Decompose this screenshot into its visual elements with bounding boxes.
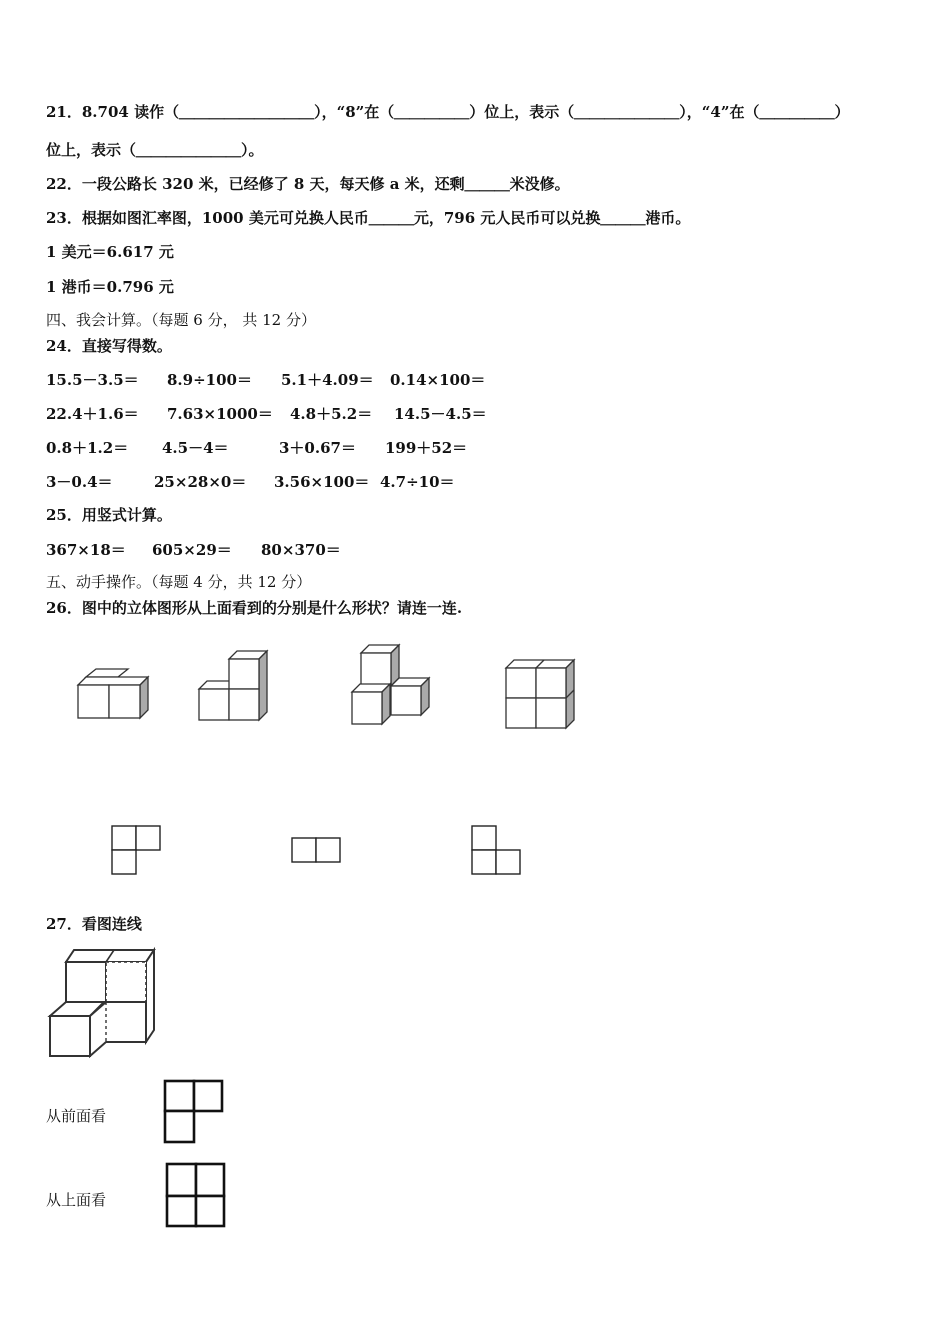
q24-item: 4.7÷10＝ (380, 473, 455, 491)
front-view-label: 从前面看 (46, 1107, 107, 1125)
q24-item: 25×28×0＝ (154, 473, 247, 491)
solid-figure-1 (74, 665, 154, 723)
q24-item: 3－0.4＝ (46, 473, 113, 491)
solid-figure-3 (347, 642, 437, 728)
q25-title: 25．用竖式计算。 (46, 506, 172, 524)
top-view-shape-2 (290, 836, 344, 866)
top-view-shape (164, 1161, 228, 1229)
q24-title: 24．直接写得数。 (46, 337, 172, 355)
q24-item: 5.1＋4.09＝ (281, 371, 374, 389)
top-view-label: 从上面看 (46, 1191, 107, 1209)
q21-line1: 21．8.704 读作（＿＿＿＿＿＿＿＿＿），“8”在（＿＿＿＿＿）位上，表示（＿＿＿＿＿＿＿），“4”在（＿＿＿＿＿） (46, 103, 850, 121)
q25-row (46, 539, 746, 559)
top-view-shape-1 (110, 824, 164, 878)
q22-text: 22．一段公路长 320 米，已经修了 8 天，每天修 a 米，还剩＿＿＿米没修。 (46, 175, 570, 193)
q24-item: 15.5－3.5＝ (46, 371, 139, 389)
q24-row-3 (46, 437, 746, 457)
q24-item: 14.5－4.5＝ (394, 405, 487, 423)
q24-row-4 (46, 471, 746, 491)
q24-row-2 (46, 403, 746, 423)
q24-item: 3＋0.67＝ (279, 439, 356, 457)
q25-item: 367×18＝ (46, 541, 126, 559)
q27-solid-figure (44, 944, 160, 1064)
q24-row-1 (46, 369, 746, 389)
front-view-shape (162, 1078, 226, 1146)
q24-item: 22.4＋1.6＝ (46, 405, 139, 423)
q24-item: 199＋52＝ (385, 439, 468, 457)
q24-item: 7.63×1000＝ (167, 405, 273, 423)
top-view-shape-3 (470, 824, 524, 878)
q24-item: 0.8＋1.2＝ (46, 439, 129, 457)
q25-item: 605×29＝ (152, 541, 232, 559)
q24-item: 3.56×100＝ (274, 473, 370, 491)
solid-figure-2 (195, 648, 275, 724)
q23-rate-usd: 1 美元＝6.617 元 (46, 243, 174, 261)
solid-figure-4 (503, 656, 583, 734)
q23-rate-hkd: 1 港币＝0.796 元 (46, 278, 174, 296)
q21-line2: 位上，表示（＿＿＿＿＿＿＿）。 (46, 141, 264, 159)
q24-item: 0.14×100＝ (390, 371, 486, 389)
q24-item: 4.5－4＝ (162, 439, 229, 457)
section-5-heading: 五、动手操作。（每题 4 分，共 12 分） (46, 573, 312, 591)
q26-title: 26．图中的立体图形从上面看到的分别是什么形状？请连一连. (46, 599, 463, 617)
q24-item: 8.9÷100＝ (167, 371, 252, 389)
q23-text: 23．根据如图汇率图，1000 美元可兑换人民币＿＿＿元，796 元人民币可以兑换＿＿＿港币。 (46, 209, 691, 227)
q25-item: 80×370＝ (261, 541, 341, 559)
section-4-heading: 四、我会计算。（每题 6 分， 共 12 分） (46, 311, 316, 329)
q27-title: 27．看图连线 (46, 915, 142, 933)
q24-item: 4.8＋5.2＝ (290, 405, 373, 423)
